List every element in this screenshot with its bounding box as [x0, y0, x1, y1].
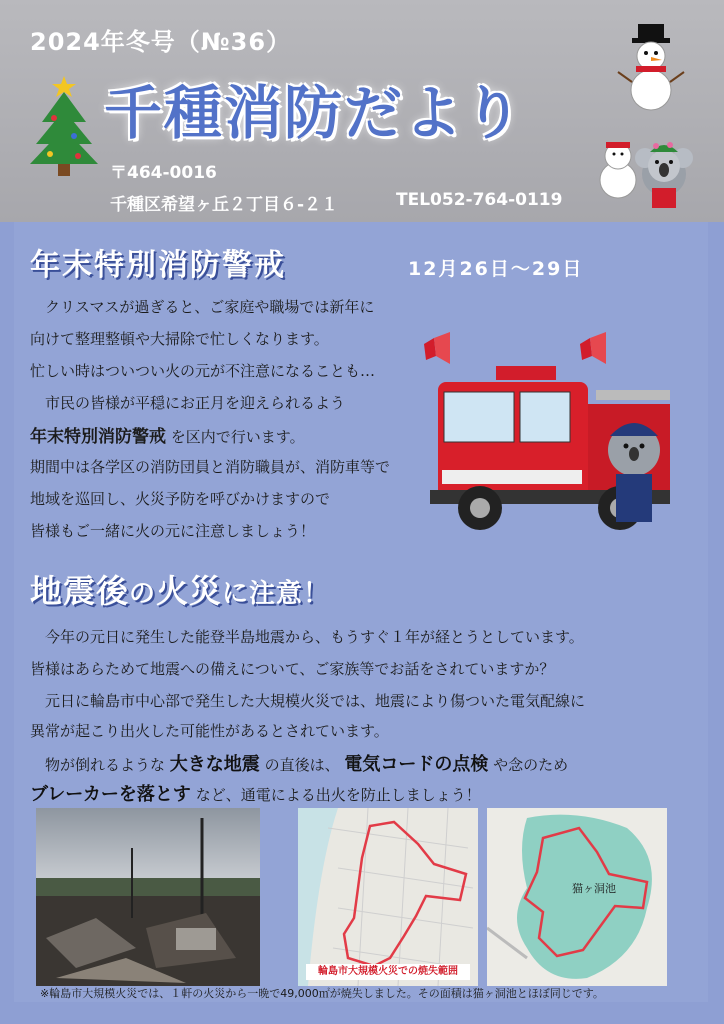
- line5-a: 物が倒れるような: [30, 756, 166, 774]
- address: 千種区希望ヶ丘２丁目６‐２１: [110, 195, 339, 215]
- section2-heading-part-b: の: [129, 579, 157, 609]
- line5-b: 大きな地震: [169, 754, 260, 775]
- section1-line-2: 向けて整理整頓や大掃除で忙しくなります。: [30, 330, 329, 348]
- line6-a: ブレーカーを落とす: [30, 784, 191, 805]
- line5-e: や念のため: [493, 756, 569, 774]
- section2-line-4: 異常が起こり出火した可能性があるとされています。: [30, 722, 389, 740]
- section1-line-6: 期間中は各学区の消防団員と消防職員が、消防車等で: [30, 458, 391, 476]
- section2-line-3: 元日に輪島市中心部で発生した大規模火災では、地震により傷ついた電気配線に: [30, 692, 586, 710]
- section1-line-8: 皆様もご一緒に火の元に注意しましょう！: [30, 522, 316, 540]
- section1-line-5: [30, 422, 305, 447]
- section1-line-3: 忙しい時はついつい火の元が不注意になることも…: [30, 362, 376, 380]
- section2-heading-part-a: 地震後: [30, 572, 130, 610]
- postal-code: 〒464-0016: [110, 163, 217, 183]
- map-caption: 輪島市大規模火災での焼失範囲: [306, 964, 470, 980]
- wajima-fire-map: [298, 808, 478, 986]
- snowman-icon: [616, 22, 686, 112]
- footnote: ※輪島市大規模火災では、１軒の火災から一晩で49,000㎡が焼失しました。その面積は猫ヶ洞池とほぼ同じです。: [40, 987, 604, 1000]
- section2-heading: [30, 566, 330, 612]
- koala-mascots-icon: [590, 130, 700, 215]
- nekogahora-pond-map: [487, 808, 667, 986]
- section2-heading-part-c: 火災: [156, 572, 223, 610]
- fire-truck-icon: [420, 330, 680, 550]
- fire-aftermath-photo: [36, 808, 260, 986]
- page-title: 千種消防だより: [104, 79, 525, 147]
- pond-label: 猫ヶ洞池: [572, 882, 616, 895]
- section1-line-4: 市民の皆様が平穏にお正月を迎えられるよう: [30, 394, 346, 412]
- christmas-tree-icon: [26, 70, 102, 180]
- section1-heading: 年末特別消防警戒: [30, 248, 286, 283]
- section1-line-1: クリスマスが過ぎると、ご家庭や職場では新年に: [30, 298, 375, 316]
- section1-period: 12月26日～29日: [408, 258, 584, 280]
- section2-line-2: 皆様はあらためて地震への備えについて、ご家族等でお話をされていますか？: [30, 660, 555, 678]
- section2-heading-part-d: に注意！: [222, 579, 331, 609]
- section1-line-7: 地域を巡回し、火災予防を呼びかけますので: [30, 490, 331, 508]
- section1-bold-suffix: を区内で行います。: [170, 428, 305, 446]
- line5-d: 電気コードの点検: [344, 754, 489, 775]
- line6-b: など、通電による出火を防止しましょう！: [195, 786, 481, 804]
- telephone: TEL052-764-0119: [396, 190, 563, 210]
- section1-bold-phrase: 年末特別消防警戒: [30, 427, 166, 447]
- issue-label: 2024年冬号（№36）: [30, 28, 292, 56]
- section2-line-6: [30, 780, 481, 806]
- line5-c: の直後は、: [264, 756, 340, 774]
- section2-line-1: 今年の元日に発生した能登半島地震から、もうすぐ１年が経とうとしています。: [30, 628, 584, 646]
- section2-line-5: [30, 750, 568, 776]
